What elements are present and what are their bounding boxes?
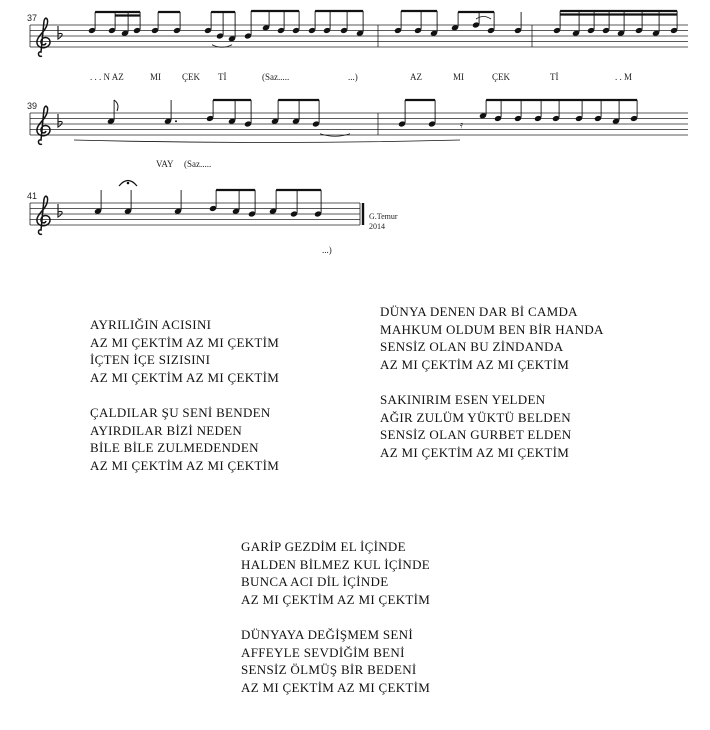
lyric-line: AYRILIĞIN ACISINI (90, 317, 212, 332)
lyric-line: BUNCA ACI DİL İÇİNDE (241, 574, 389, 590)
lyric-line: SENSİZ ÖLMÜŞ BİR BEDENİ (241, 662, 417, 678)
flat-key-signature-icon (58, 204, 62, 217)
staff-system-2 (27, 100, 688, 169)
lyrics-bottom-column (241, 538, 430, 696)
lyric-line: AZ MI ÇEKTİM AZ MI ÇEKTİM (380, 356, 570, 372)
lyric-syllable: MI (453, 72, 464, 82)
composer-signature (369, 212, 398, 231)
lyric-line: AZ MI ÇEKTİM AZ MI ÇEKTİM (90, 334, 280, 350)
lyric-line: HALDEN BİLMEZ KUL İÇİNDE (241, 556, 431, 572)
staff-system-3 (27, 181, 363, 256)
lyric-line: AZ MI ÇEKTİM AZ MI ÇEKTİM (241, 591, 431, 607)
lyric-line: ÇALDILAR ŞU SENİ BENDEN (90, 404, 271, 420)
lyric-line: AFFEYLE SEVDİĞİM BENİ (241, 644, 405, 660)
flat-key-signature-icon (58, 114, 62, 127)
lyric-line: AZ MI ÇEKTİM AZ MI ÇEKTİM (90, 457, 280, 473)
signature-name: G.Temur (369, 212, 398, 221)
lyrics-right-column (380, 303, 604, 461)
treble-clef-icon (37, 106, 50, 144)
lyric-line: BİLE BİLE ZULMEDENDEN (90, 440, 259, 456)
stanza-gap (241, 608, 430, 626)
lyric-line: DÜNYA DENEN DAR Bİ CAMDA (380, 304, 578, 319)
treble-clef-icon (37, 196, 50, 234)
lyric-syllable: Tİ (218, 72, 227, 82)
lyric-syllable: ÇEK (182, 72, 200, 82)
flat-key-signature-icon (58, 26, 62, 39)
staff-lines (30, 113, 688, 135)
staff-lines (30, 203, 360, 225)
staff-system-1 (27, 11, 688, 82)
lyric-syllable: ...) (322, 245, 332, 255)
stanza-gap (90, 386, 279, 404)
lyrics-left-column (90, 316, 279, 474)
measure-number: 41 (27, 191, 38, 201)
measure-number: 39 (27, 101, 38, 111)
measure-number: 37 (27, 13, 38, 23)
lyric-line: SENSİZ OLAN GURBET ELDEN (380, 427, 572, 443)
lyric-line: SAKINIRIM ESEN YELDEN (380, 391, 546, 407)
lyric-line: AZ MI ÇEKTİM AZ MI ÇEKTİM (90, 369, 280, 385)
treble-clef-icon (37, 18, 50, 56)
lyric-syllable: MI (150, 72, 161, 82)
lyric-syllable: AZ (410, 72, 422, 82)
lyric-syllable: . . . N AZ (90, 72, 124, 82)
staff-lines (30, 25, 688, 47)
lyric-line: AYIRDILAR BİZİ NEDEN (90, 422, 243, 438)
lyric-syllable: ...) (348, 72, 358, 82)
lyric-syllable: (Saz..... (184, 159, 212, 169)
lyric-syllable: (Saz..... (262, 72, 290, 82)
tie (74, 140, 460, 143)
sheet-music (0, 0, 710, 270)
lyric-syllable: . . M (615, 72, 633, 82)
lyric-line: GARİP GEZDİM EL İÇİNDE (241, 539, 406, 554)
signature-year: 2014 (369, 222, 385, 231)
lyric-line: AZ MI ÇEKTİM AZ MI ÇEKTİM (380, 444, 570, 460)
lyric-line: DÜNYAYA DEĞİŞMEM SENİ (241, 626, 413, 642)
lyric-line: SENSİZ OLAN BU ZİNDANDA (380, 339, 564, 355)
lyric-syllable: ÇEK (492, 72, 510, 82)
lyric-line: AĞIR ZULÜM YÜKTÜ BELDEN (380, 409, 571, 425)
lyric-line: MAHKUM OLDUM BEN BİR HANDA (380, 321, 604, 337)
lyric-syllable: Tİ (550, 72, 559, 82)
lyric-line: AZ MI ÇEKTİM AZ MI ÇEKTİM (241, 679, 431, 695)
lyric-line: İÇTEN İÇE SIZISINI (90, 352, 211, 368)
tie (476, 17, 491, 20)
rest-icon: 𝄿 (460, 120, 464, 131)
lyric-syllable: VAY (156, 159, 174, 169)
stanza-gap (380, 373, 604, 391)
